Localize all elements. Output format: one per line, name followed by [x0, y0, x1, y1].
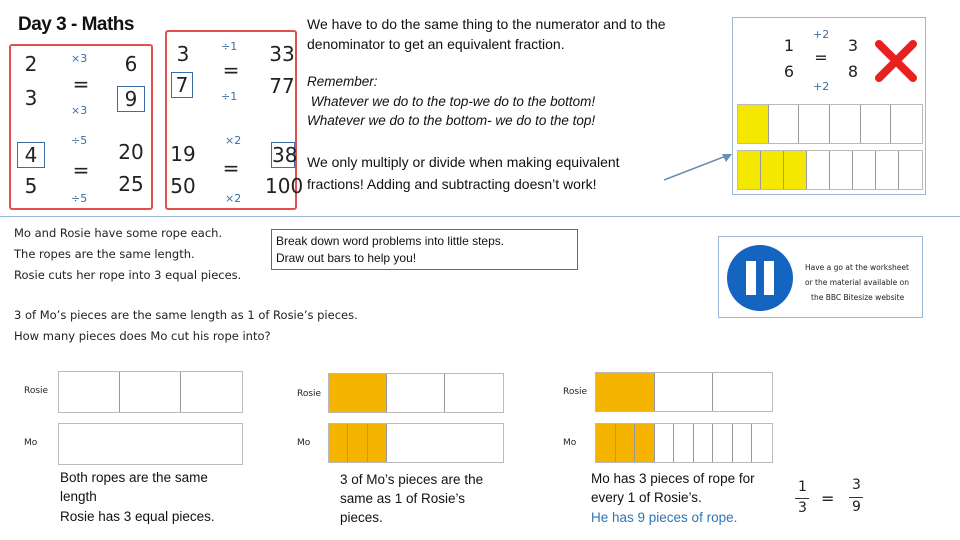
- rosie-piece: [181, 372, 242, 412]
- remember-line2: Whatever we do to the bottom- we do to the top!: [307, 113, 596, 128]
- wrong-equals: =: [814, 48, 828, 67]
- answer-left-numerator: 1: [798, 479, 807, 495]
- sixths-cell-filled: [738, 105, 769, 143]
- rosie-piece: [387, 374, 445, 412]
- example1-op-top: ×3: [71, 52, 88, 65]
- bars3-rosie-bar: [595, 372, 773, 412]
- rosie-piece: [655, 373, 714, 411]
- wrong-right-numerator: 3: [847, 36, 859, 55]
- problem-line1: Mo and Rosie have some rope each.: [14, 226, 223, 240]
- mo-piece: [674, 424, 694, 462]
- multiply-note-line2: fractions! Adding and subtracting doesn’t work!: [307, 176, 597, 192]
- example1-left-denominator: 3: [24, 86, 38, 110]
- example-box-right: [165, 30, 304, 210]
- example2-left-numerator: 4: [17, 142, 45, 168]
- sixths-cell: [891, 105, 922, 143]
- example4-op-top: ×2: [225, 134, 242, 147]
- bars2-rosie-label: Rosie: [297, 389, 322, 399]
- bars3-rosie-label: Rosie: [563, 387, 588, 397]
- eighths-cell-filled: [784, 151, 807, 189]
- arrow-icon: [660, 148, 740, 184]
- caption1-line3: Rosie has 3 equal pieces.: [60, 509, 215, 524]
- bars2-mo-bar: [328, 423, 504, 463]
- example1-right-numerator: 6: [124, 52, 138, 76]
- tip-box: [271, 229, 578, 270]
- example3-op-top: ÷1: [221, 40, 238, 53]
- mo-piece: [655, 424, 675, 462]
- mo-piece-filled: [368, 424, 387, 462]
- example2-equals: =: [72, 158, 90, 182]
- example3-right-numerator: 33: [269, 42, 295, 66]
- wrong-left-numerator: 1: [783, 36, 795, 55]
- wrong-op-bottom: +2: [813, 80, 830, 93]
- example4-left-denominator: 50: [170, 174, 196, 198]
- problem-line4: 3 of Mo’s pieces are the same length as 1 of Rosie’s pieces.: [14, 308, 358, 322]
- tip-line1: Break down word problems into little steps.: [276, 234, 505, 248]
- wrong-left-denominator: 6: [783, 62, 795, 81]
- intro-line2: denominator to get an equivalent fraction.: [307, 36, 565, 52]
- mo-rope: [59, 424, 242, 464]
- sixths-cell: [799, 105, 830, 143]
- wrong-op-top: +2: [813, 28, 830, 41]
- answer-left-denominator: 3: [798, 500, 807, 516]
- example1-left-numerator: 2: [24, 52, 38, 76]
- answer-equals: =: [821, 489, 835, 508]
- mo-piece: [733, 424, 753, 462]
- eighths-bar: [737, 150, 923, 190]
- remember-heading: Remember:: [307, 74, 378, 89]
- mo-piece-filled: [635, 424, 655, 462]
- pause-line2: or the material available on: [805, 278, 910, 287]
- mo-piece-filled: [329, 424, 348, 462]
- example2-op-top: ÷5: [71, 134, 88, 147]
- example1-op-bottom: ×3: [71, 104, 88, 117]
- example3-left-denominator: 7: [171, 72, 193, 98]
- sixths-bar: [737, 104, 923, 144]
- eighths-cell: [876, 151, 899, 189]
- eighths-cell: [899, 151, 922, 189]
- example2-right-numerator: 20: [118, 140, 144, 164]
- example3-equals: =: [222, 58, 240, 82]
- pause-line3: the BBC Bitesize website: [811, 293, 905, 302]
- pause-icon[interactable]: [727, 245, 793, 311]
- mo-piece-filled: [348, 424, 367, 462]
- multiply-note-line1: We only multiply or divide when making equivalent: [307, 154, 620, 170]
- example3-op-bottom: ÷1: [221, 90, 238, 103]
- eighths-cell-filled: [761, 151, 784, 189]
- bars3-mo-label: Mo: [563, 438, 577, 448]
- example2-right-denominator: 25: [118, 172, 144, 196]
- example1-equals: =: [72, 72, 90, 96]
- caption2-line3: pieces.: [340, 510, 383, 525]
- mo-piece-filled: [596, 424, 616, 462]
- example1-right-denominator: 9: [117, 86, 145, 112]
- eighths-cell-filled: [738, 151, 761, 189]
- pause-line1: Have a go at the worksheet: [805, 263, 909, 272]
- bars2-mo-label: Mo: [297, 438, 311, 448]
- eighths-cell: [853, 151, 876, 189]
- intro-line1: We have to do the same thing to the numerator and to the: [307, 16, 666, 32]
- mo-piece: [752, 424, 772, 462]
- answer-right-numerator: 3: [852, 477, 861, 493]
- rosie-piece-filled: [596, 373, 655, 411]
- example3-left-numerator: 3: [176, 42, 190, 66]
- eighths-cell: [830, 151, 853, 189]
- caption3-line3: He has 9 pieces of rope.: [591, 510, 738, 525]
- example4-equals: =: [222, 156, 240, 180]
- rosie-piece: [445, 374, 503, 412]
- caption1-line2: length: [60, 489, 97, 504]
- mo-piece: [387, 424, 503, 462]
- bars1-mo-bar: [58, 423, 243, 465]
- rosie-piece-filled: [329, 374, 387, 412]
- answer-left-line: [795, 498, 809, 499]
- section-divider: [0, 216, 960, 217]
- bars2-rosie-bar: [328, 373, 504, 413]
- caption2-line2: same as 1 of Rosie’s: [340, 491, 466, 506]
- mo-piece: [694, 424, 714, 462]
- bars1-mo-label: Mo: [24, 438, 38, 448]
- rosie-piece: [59, 372, 120, 412]
- caption3-line2: every 1 of Rosie’s.: [591, 490, 702, 505]
- problem-line2: The ropes are the same length.: [14, 247, 195, 261]
- example-box-left: [9, 44, 153, 210]
- bars1-rosie-label: Rosie: [24, 386, 49, 396]
- caption1-line1: Both ropes are the same: [60, 470, 208, 485]
- example3-right-denominator: 77: [269, 74, 295, 98]
- example2-op-bottom: ÷5: [71, 192, 88, 205]
- sixths-cell: [861, 105, 892, 143]
- pause-icon-bar-right: [764, 261, 774, 295]
- problem-line3: Rosie cuts her rope into 3 equal pieces.: [14, 268, 242, 282]
- mo-piece-filled: [616, 424, 636, 462]
- mo-piece: [713, 424, 733, 462]
- caption2-line1: 3 of Mo’s pieces are the: [340, 472, 484, 487]
- answer-right-line: [849, 497, 863, 498]
- cross-icon: [873, 38, 919, 84]
- remember-line1: Whatever we do to the top-we do to the bottom!: [307, 94, 596, 109]
- example2-left-denominator: 5: [24, 174, 38, 198]
- page-title: Day 3 - Maths: [18, 14, 134, 35]
- wrong-right-denominator: 8: [847, 62, 859, 81]
- example4-right-denominator: 100: [265, 174, 304, 198]
- pause-icon-bar-left: [746, 261, 756, 295]
- wrong-example-panel: [732, 17, 926, 195]
- caption3-line1: Mo has 3 pieces of rope for: [591, 471, 755, 486]
- answer-right-denominator: 9: [852, 499, 861, 515]
- rosie-piece: [120, 372, 181, 412]
- bars1-rosie-bar: [58, 371, 243, 413]
- eighths-cell: [807, 151, 830, 189]
- example4-left-numerator: 19: [170, 142, 196, 166]
- tip-line2: Draw out bars to help you!: [276, 251, 417, 265]
- rosie-piece: [713, 373, 772, 411]
- bars3-mo-bar: [595, 423, 773, 463]
- example4-op-bottom: ×2: [225, 192, 242, 205]
- sixths-cell: [830, 105, 861, 143]
- problem-line5: How many pieces does Mo cut his rope into?: [14, 329, 271, 343]
- sixths-cell: [769, 105, 800, 143]
- example4-right-numerator: 38: [272, 143, 298, 167]
- pause-panel: [718, 236, 923, 318]
